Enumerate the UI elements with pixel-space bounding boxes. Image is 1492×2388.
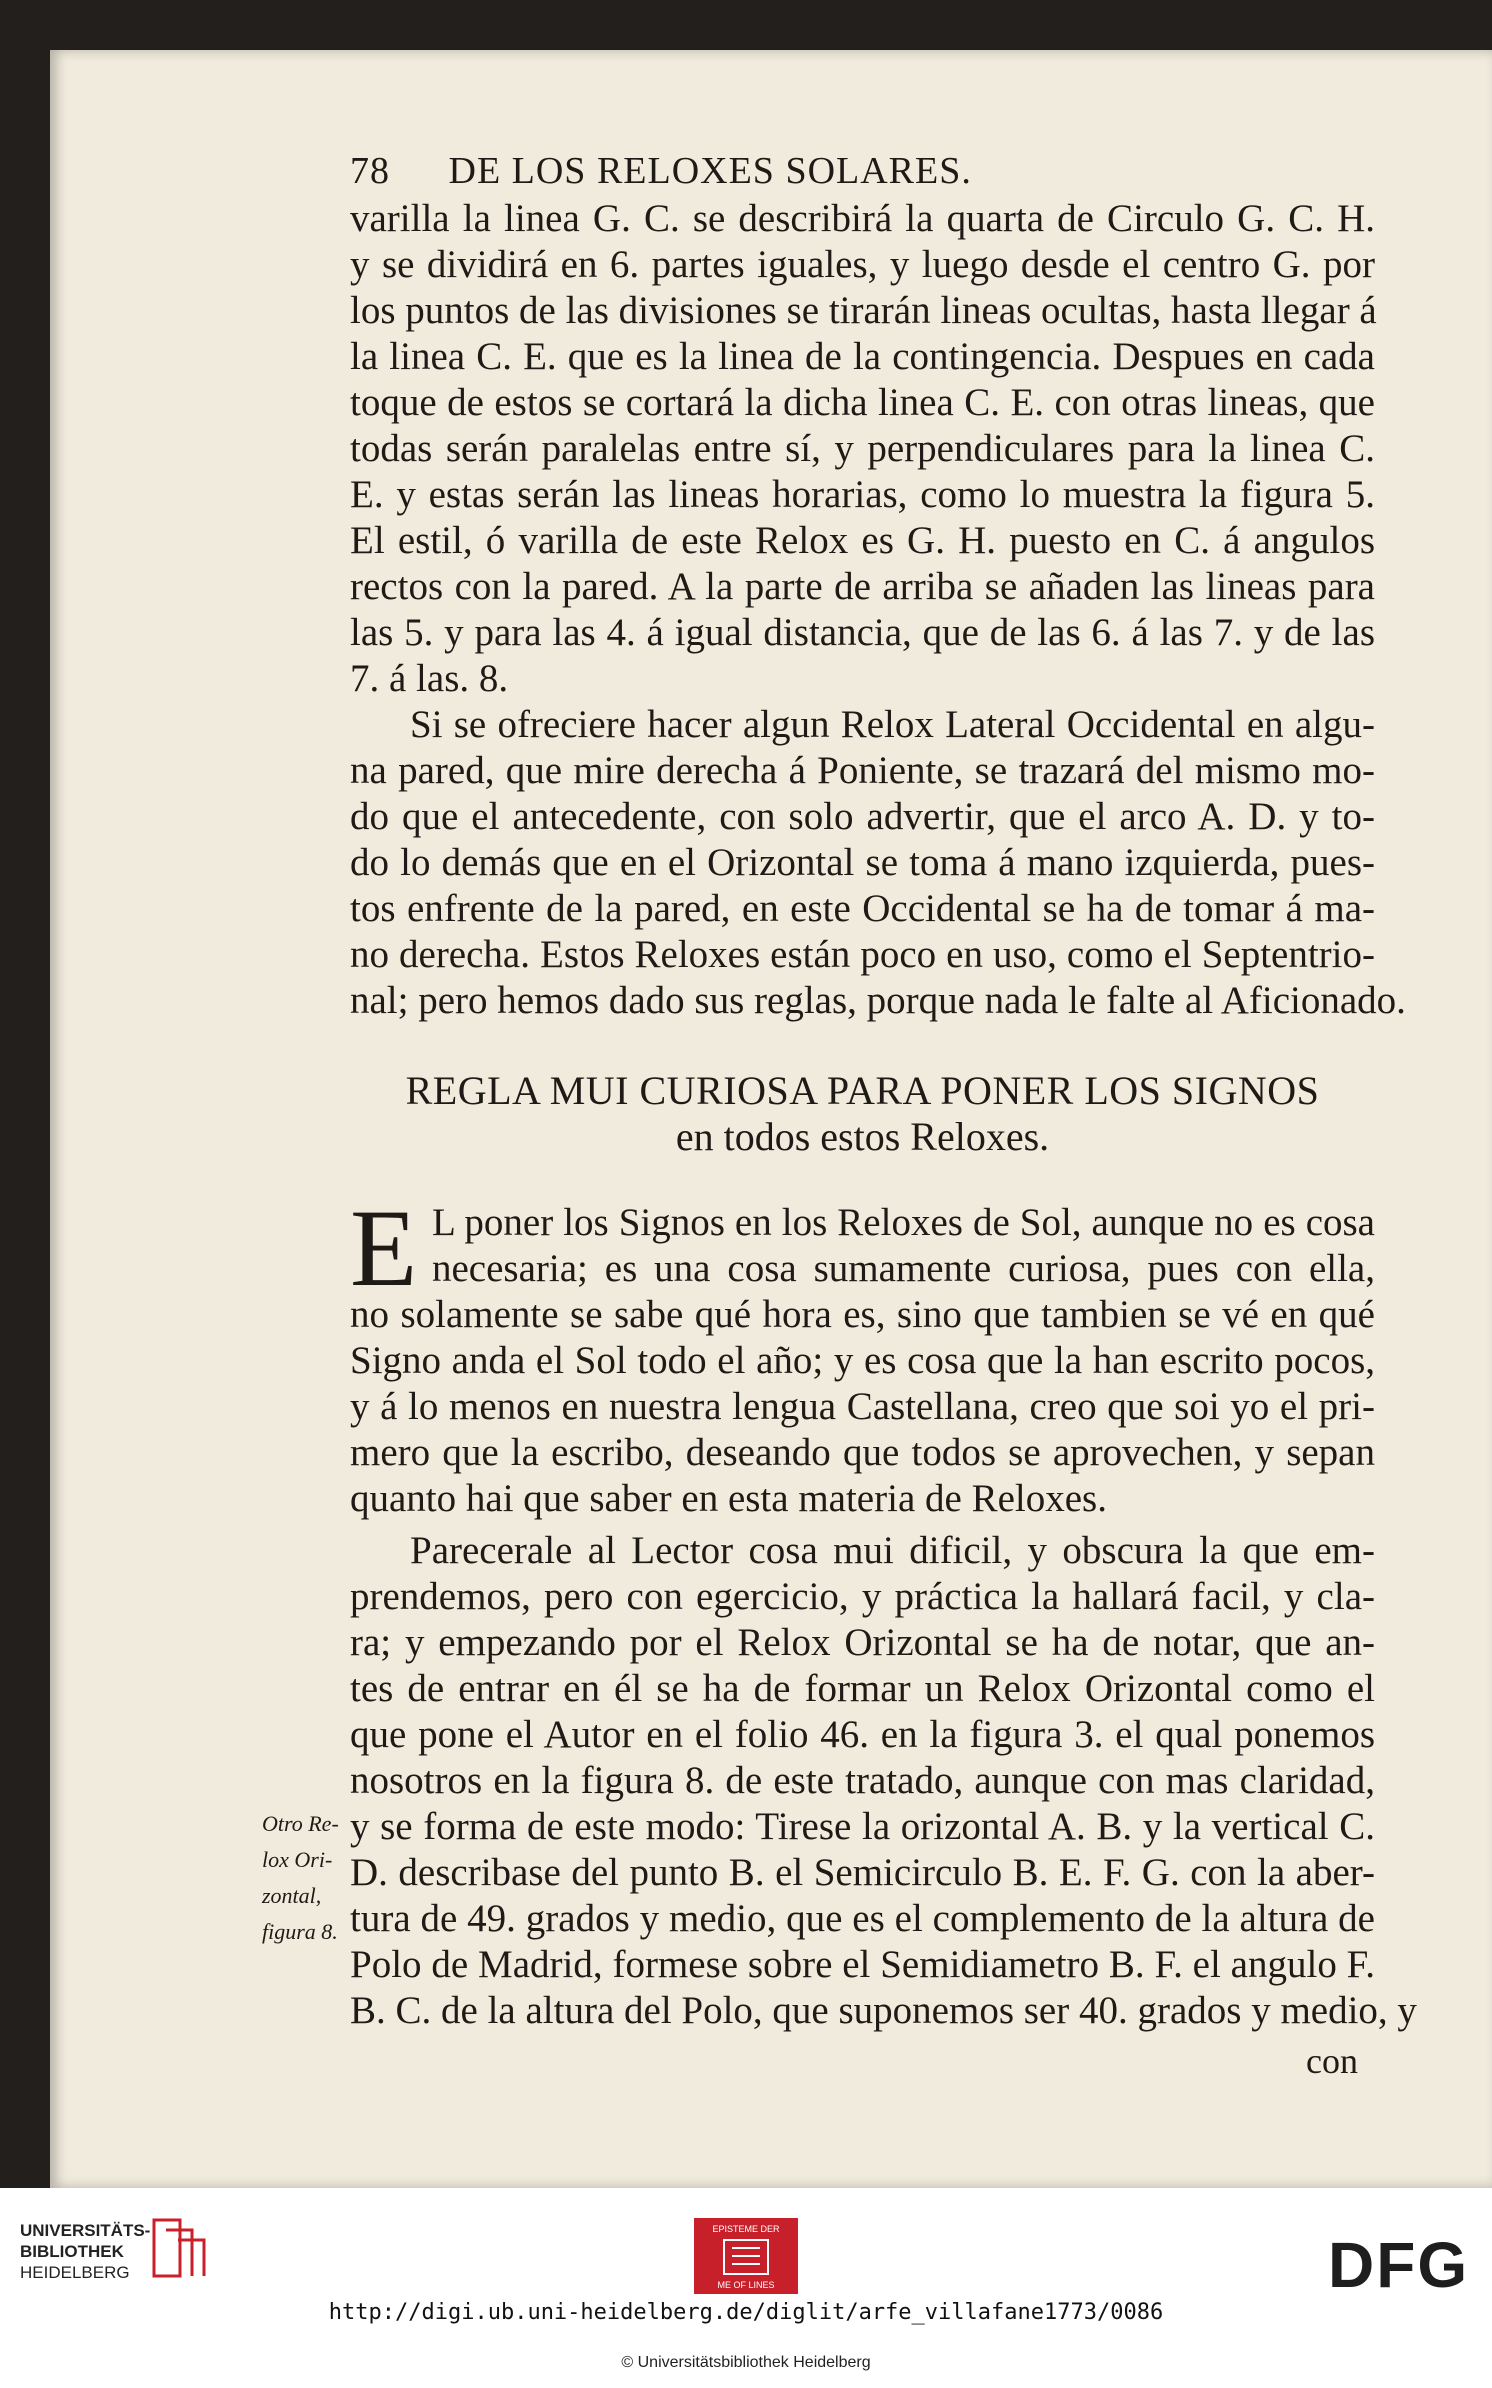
text-line: E. y estas serán las lineas horarias, como lo muestra la figura 5. [350, 473, 1375, 516]
text-line: do lo demás que en el Orizontal se toma á mano izquierda, pues- [350, 841, 1375, 884]
text-line: y se forma de este modo: Tirese la orizontal A. B. y la vertical C. [350, 1805, 1375, 1848]
text-line: Si se ofreciere hacer algun Relox Lateral Occidental en algu- [410, 703, 1375, 746]
badge-line-1: EPISTEME DER [712, 2224, 780, 2234]
text-line: L poner los Signos en los Reloxes de Sol, aunque no es cosa [432, 1201, 1375, 1244]
margin-note-line: figura 8. [262, 1919, 338, 1944]
text-line: 7. á las. 8. [350, 657, 509, 700]
text-block-3 [350, 1528, 1417, 2034]
text-line: no derecha. Estos Reloxes están poco en uso, como el Septentrio- [350, 933, 1375, 976]
heading-line-1: REGLA MUI CURIOSA PARA PONER LOS SIGNOS [405, 1068, 1320, 1113]
margin-note-line: Otro Re- [262, 1811, 339, 1836]
margin-note [262, 1806, 339, 1950]
badge-line-2: ME OF LINES [717, 2280, 775, 2290]
text-line: B. C. de la altura del Polo, que suponemos ser 40. grados y medio, y [350, 1989, 1417, 2032]
text-line: nosotros en la figura 8. de este tratado, aunque con mas claridad, [350, 1759, 1375, 1802]
text-line: na pared, que mire derecha á Poniente, se trazará del mismo mo- [350, 749, 1375, 792]
running-header [350, 148, 1250, 194]
text-line: las 5. y para las 4. á igual distancia, que de las 6. á las 7. y de las [350, 611, 1375, 654]
text-line: no solamente se sabe qué hora es, sino que tambien se vé en qué [350, 1293, 1375, 1336]
text-block-2 [350, 1187, 1375, 1522]
text-line: El estil, ó varilla de este Relox es G. H. puesto en C. á angulos [350, 519, 1375, 562]
library-name-line: BIBLIOTHEK [20, 2242, 124, 2261]
library-name-line: UNIVERSITÄTS- [20, 2221, 151, 2240]
library-emblem-icon [150, 2216, 208, 2280]
text-line: do que el antecedente, con solo advertir, que el arco A. D. y to- [350, 795, 1375, 838]
text-line: la linea C. E. que es la linea de la contingencia. Despues en cada [350, 335, 1375, 378]
text-line: ra; y empezando por el Relox Orizontal se ha de notar, que an- [350, 1621, 1375, 1664]
text-block-1 [350, 196, 1406, 1024]
copyright-notice: © Universitätsbibliothek Heidelberg [621, 2354, 871, 2371]
text-line: toque de estos se cortará la dicha linea C. E. con otras lineas, que [350, 381, 1375, 424]
text-line: quanto hai que saber en esta materia de Reloxes. [350, 1477, 1107, 1520]
text-line: los puntos de las divisiones se tirarán lineas ocultas, hasta llegar á [350, 289, 1377, 332]
margin-note-line: zontal, [262, 1883, 322, 1908]
viewer-footer [0, 2188, 1492, 2388]
text-line: necesaria; es una cosa sumamente curiosa, pues con ella, [432, 1247, 1375, 1290]
text-line: tos enfrente de la pared, en este Occidental se ha de tomar á ma- [350, 887, 1375, 930]
text-line: tes de entrar en él se ha de formar un Relox Orizontal como el [350, 1667, 1375, 1710]
permalink-url[interactable]: http://digi.ub.uni-heidelberg.de/diglit/arfe_villafane1773/0086 [328, 2300, 1164, 2325]
text-line: Parecerale al Lector cosa mui dificil, y obscura la que em- [410, 1529, 1375, 1572]
margin-note-line: lox Ori- [262, 1847, 333, 1872]
episteme-badge-icon[interactable] [694, 2218, 798, 2294]
heading-line-2: en todos estos Reloxes. [675, 1114, 1050, 1159]
library-name-line: HEIDELBERG [20, 2263, 130, 2282]
library-logo[interactable] [20, 2220, 150, 2283]
dfg-logo-text: DFG [1328, 2229, 1470, 2301]
catchword: con [1306, 2041, 1358, 2081]
text-line: varilla la linea G. C. se describirá la quarta de Circulo G. C. H. [350, 197, 1375, 240]
text-line: D. describase del punto B. el Semicirculo B. E. F. G. con la aber- [350, 1851, 1375, 1894]
text-line: rectos con la pared. A la parte de arriba se añaden las lineas para [350, 565, 1375, 608]
section-heading [350, 1068, 1375, 1160]
text-line: y se dividirá en 6. partes iguales, y luego desde el centro G. por [350, 243, 1375, 286]
dfg-logo[interactable] [1328, 2228, 1469, 2302]
running-head-title: DE LOS RELOXES SOLARES. [448, 150, 972, 192]
text-line: Signo anda el Sol todo el año; y es cosa que la han escrito pocos, [350, 1339, 1375, 1382]
text-line: y á lo menos en nuestra lengua Castellana, creo que soi yo el pri- [350, 1385, 1375, 1428]
drop-cap: E [350, 1187, 418, 1309]
text-line: Polo de Madrid, formese sobre el Semidiametro B. F. el angulo F. [350, 1943, 1375, 1986]
page-number: 78 [350, 150, 390, 192]
text-line: todas serán paralelas entre sí, y perpendiculares para la linea C. [350, 427, 1375, 470]
text-line: nal; pero hemos dado sus reglas, porque nada le falte al Aficionado. [350, 979, 1406, 1022]
text-line: que pone el Autor en el folio 46. en la figura 3. el qual ponemos [350, 1713, 1375, 1756]
text-line: tura de 49. grados y medio, que es el complemento de la altura de [350, 1897, 1375, 1940]
text-line: prendemos, pero con egercicio, y práctica la hallará facil, y cla- [350, 1575, 1375, 1618]
text-line: mero que la escribo, deseando que todos se aprovechen, y sepan [350, 1431, 1375, 1474]
